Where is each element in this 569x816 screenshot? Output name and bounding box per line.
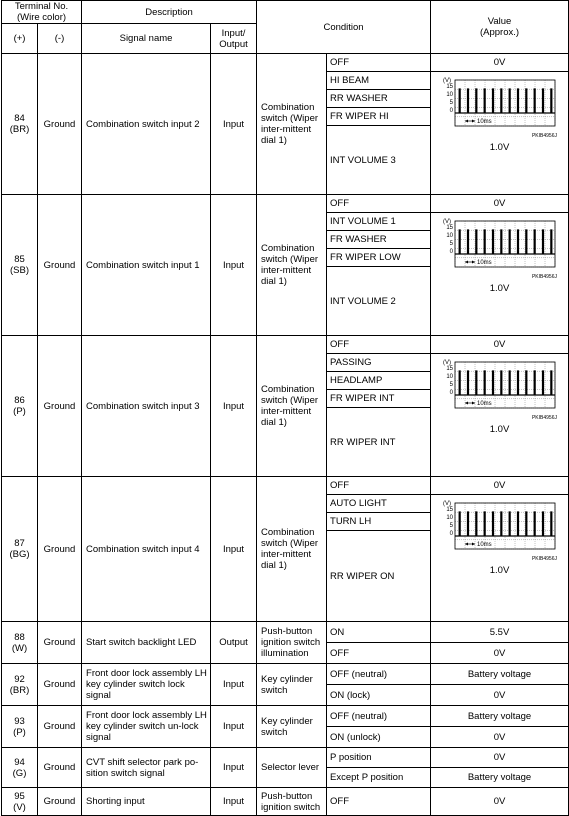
condition-cell: OFF [327,195,431,213]
terminal-cell [2,336,38,477]
signal-name-cell: CVT shift selector park po-sition switch signal [82,748,211,788]
value-cell: Battery voltage [431,706,569,727]
value-cell: 0V [431,788,569,816]
value-cell: Battery voltage [431,768,569,788]
waveform-grid [455,362,555,408]
waveform-cell [431,72,569,195]
terminal-no-header [2,1,82,24]
signal-name-cell: Combination switch input 1 [82,195,211,336]
io-cell: Input [211,477,257,622]
wire-color: (BR) [9,684,30,696]
y-tick-label: 0 [449,531,453,537]
y-tick-label: 5 [449,100,453,106]
value-cell: 0V [431,477,569,495]
signal-name-cell: Start switch backlight LED [82,622,211,664]
value-cell: 0V [431,727,569,748]
image-code: PKIB4956J [531,415,557,421]
y-tick-label: 10 [445,374,453,380]
waveform-graph [441,499,559,563]
condition-cell: OFF [327,54,431,72]
ground-cell: Ground [38,748,82,788]
terminal-number: 84 [14,113,25,124]
value-cell: 0V [431,336,569,354]
condition-group-cell: Key cylinder switch [257,664,327,706]
condition-cell: FR WIPER HI [327,108,431,126]
approx-label: (Approx.) [479,27,520,38]
table-row [2,788,569,816]
wire-color: (G) [12,767,27,779]
y-tick-label: 0 [449,390,453,396]
value-cell: 0V [431,748,569,768]
condition-group-cell: Key cylinder switch [257,706,327,748]
condition-cell: OFF [327,788,431,816]
table-row [2,477,569,495]
ground-cell: Ground [38,54,82,195]
condition-group-cell: Push-button ignition switch illumination [257,622,327,664]
y-unit-label: (V) [442,78,451,84]
y-tick-label: 10 [445,92,453,98]
condition-cell: RR WASHER [327,90,431,108]
io-cell: Input [211,788,257,816]
terminal-table [1,0,569,816]
ground-cell: Ground [38,477,82,622]
table-row [2,336,569,354]
condition-cell: RR WIPER ON [327,531,431,622]
signal-name-cell: Front door lock assembly LH key cylinder switch un-lock signal [82,706,211,748]
condition-group-cell: Selector lever [257,748,327,788]
ground-cell: Ground [38,195,82,336]
ground-cell: Ground [38,336,82,477]
image-code: PKIB4956J [531,274,557,280]
signal-name-cell: Shorting input [82,788,211,816]
wire-color: (P) [13,726,26,738]
y-tick-label: 15 [445,84,453,90]
condition-group-cell: Combination switch (Wiper inter-mittent dial 1) [257,54,327,195]
y-tick-label: 5 [449,382,453,388]
ground-cell: Ground [38,706,82,748]
condition-group-cell: Combination switch (Wiper inter-mittent dial 1) [257,336,327,477]
condition-group-cell: Push-button ignition switch [257,788,327,816]
io-cell: Input [211,195,257,336]
y-unit-label: (V) [442,360,451,366]
waveform-graph [441,358,559,422]
condition-cell: TURN LH [327,513,431,531]
waveform-graph [441,217,559,281]
time-scale-label: 10ms [476,401,492,407]
ground-cell: Ground [38,664,82,706]
value-cell: 0V [431,685,569,706]
condition-cell: INT VOLUME 1 [327,213,431,231]
io-cell: Input [211,664,257,706]
condition-cell: HEADLAMP [327,372,431,390]
minus-header: (-) [38,24,82,54]
image-code: PKIB4956J [531,133,557,139]
terminal-cell [2,748,38,788]
signal-name-cell: Combination switch input 2 [82,54,211,195]
terminal-cell [2,477,38,622]
condition-cell: INT VOLUME 3 [327,126,431,195]
condition-group-cell: Combination switch (Wiper inter-mittent dial 1) [257,195,327,336]
io-cell: Input [211,336,257,477]
value-cell: Battery voltage [431,664,569,685]
image-code: PKIB4956J [531,556,557,562]
condition-cell: RR WIPER INT [327,408,431,477]
y-tick-label: 0 [449,108,453,114]
condition-cell: FR WIPER INT [327,390,431,408]
condition-cell: OFF [327,336,431,354]
condition-cell: ON [327,622,431,643]
terminal-no-label: Terminal No. [14,1,69,12]
condition-cell: ON (lock) [327,685,431,706]
value-cell: 0V [431,195,569,213]
y-tick-label: 5 [449,241,453,247]
wire-color: (SB) [10,265,29,276]
condition-cell: AUTO LIGHT [327,495,431,513]
terminal-number: 88 [14,631,25,643]
condition-cell: OFF [327,477,431,495]
wire-color: (V) [13,801,26,813]
io-cell: Input [211,748,257,788]
y-unit-label: (V) [442,501,451,507]
waveform-graph [441,76,559,140]
terminal-number: 94 [14,756,25,768]
terminal-cell [2,788,38,816]
input-output-header: Input/ Output [211,24,257,54]
waveform-cell [431,213,569,336]
y-tick-label: 15 [445,225,453,231]
value-label: Value [487,16,512,27]
condition-cell: Except P position [327,768,431,788]
wire-color-label: (Wire color) [16,12,67,23]
y-tick-label: 0 [449,249,453,255]
waveform-value: 1.0V [489,424,510,435]
wire-color: (BG) [9,549,30,560]
condition-cell: FR WASHER [327,231,431,249]
terminal-number: 93 [14,715,25,727]
y-tick-label: 10 [445,233,453,239]
terminal-cell [2,622,38,664]
wire-color: (W) [11,642,28,654]
io-cell: Input [211,54,257,195]
plus-header: (+) [2,24,38,54]
table-row [2,54,569,72]
y-tick-label: 15 [445,507,453,513]
ground-cell: Ground [38,622,82,664]
table-row [2,706,569,727]
condition-header: Condition [257,1,431,54]
terminal-number: 87 [14,538,25,549]
terminal-number: 95 [14,790,25,802]
io-cell: Input [211,706,257,748]
condition-cell: INT VOLUME 2 [327,267,431,336]
waveform-grid [455,503,555,549]
io-cell: Output [211,622,257,664]
condition-cell: HI BEAM [327,72,431,90]
terminal-cell [2,664,38,706]
condition-cell: P position [327,748,431,768]
signal-name-cell: Front door lock assembly LH key cylinder switch lock signal [82,664,211,706]
value-cell: 0V [431,643,569,664]
time-scale-label: 10ms [476,542,492,548]
signal-name-header: Signal name [82,24,211,54]
ground-cell: Ground [38,788,82,816]
wire-color: (BR) [9,124,30,135]
condition-cell: FR WIPER LOW [327,249,431,267]
y-unit-label: (V) [442,219,451,225]
table-row [2,748,569,768]
value-cell: 5.5V [431,622,569,643]
waveform-value: 1.0V [489,142,510,153]
waveform-value: 1.0V [489,283,510,294]
condition-cell: OFF (neutral) [327,706,431,727]
table-row [2,664,569,685]
terminal-cell [2,54,38,195]
waveform-grid [455,80,555,126]
condition-cell: PASSING [327,354,431,372]
time-scale-label: 10ms [476,119,492,125]
wire-color: (P) [13,406,26,417]
terminal-number: 86 [14,395,25,406]
signal-name-cell: Combination switch input 3 [82,336,211,477]
waveform-grid [455,221,555,267]
terminal-number: 92 [14,673,25,685]
waveform-cell [431,354,569,477]
terminal-cell [2,195,38,336]
table-row [2,622,569,643]
condition-cell: OFF [327,643,431,664]
terminal-cell [2,706,38,748]
condition-group-cell: Combination switch (Wiper inter-mittent dial 1) [257,477,327,622]
value-cell: 0V [431,54,569,72]
terminal-number: 85 [14,254,25,265]
table-body [2,54,569,816]
condition-cell: ON (unlock) [327,727,431,748]
table-row [2,195,569,213]
value-header [431,1,569,54]
y-tick-label: 5 [449,523,453,529]
time-scale-label: 10ms [476,260,492,266]
signal-name-cell: Combination switch input 4 [82,477,211,622]
waveform-value: 1.0V [489,565,510,576]
waveform-cell [431,495,569,622]
y-tick-label: 15 [445,366,453,372]
y-tick-label: 10 [445,515,453,521]
condition-cell: OFF (neutral) [327,664,431,685]
description-header: Description [82,1,257,24]
